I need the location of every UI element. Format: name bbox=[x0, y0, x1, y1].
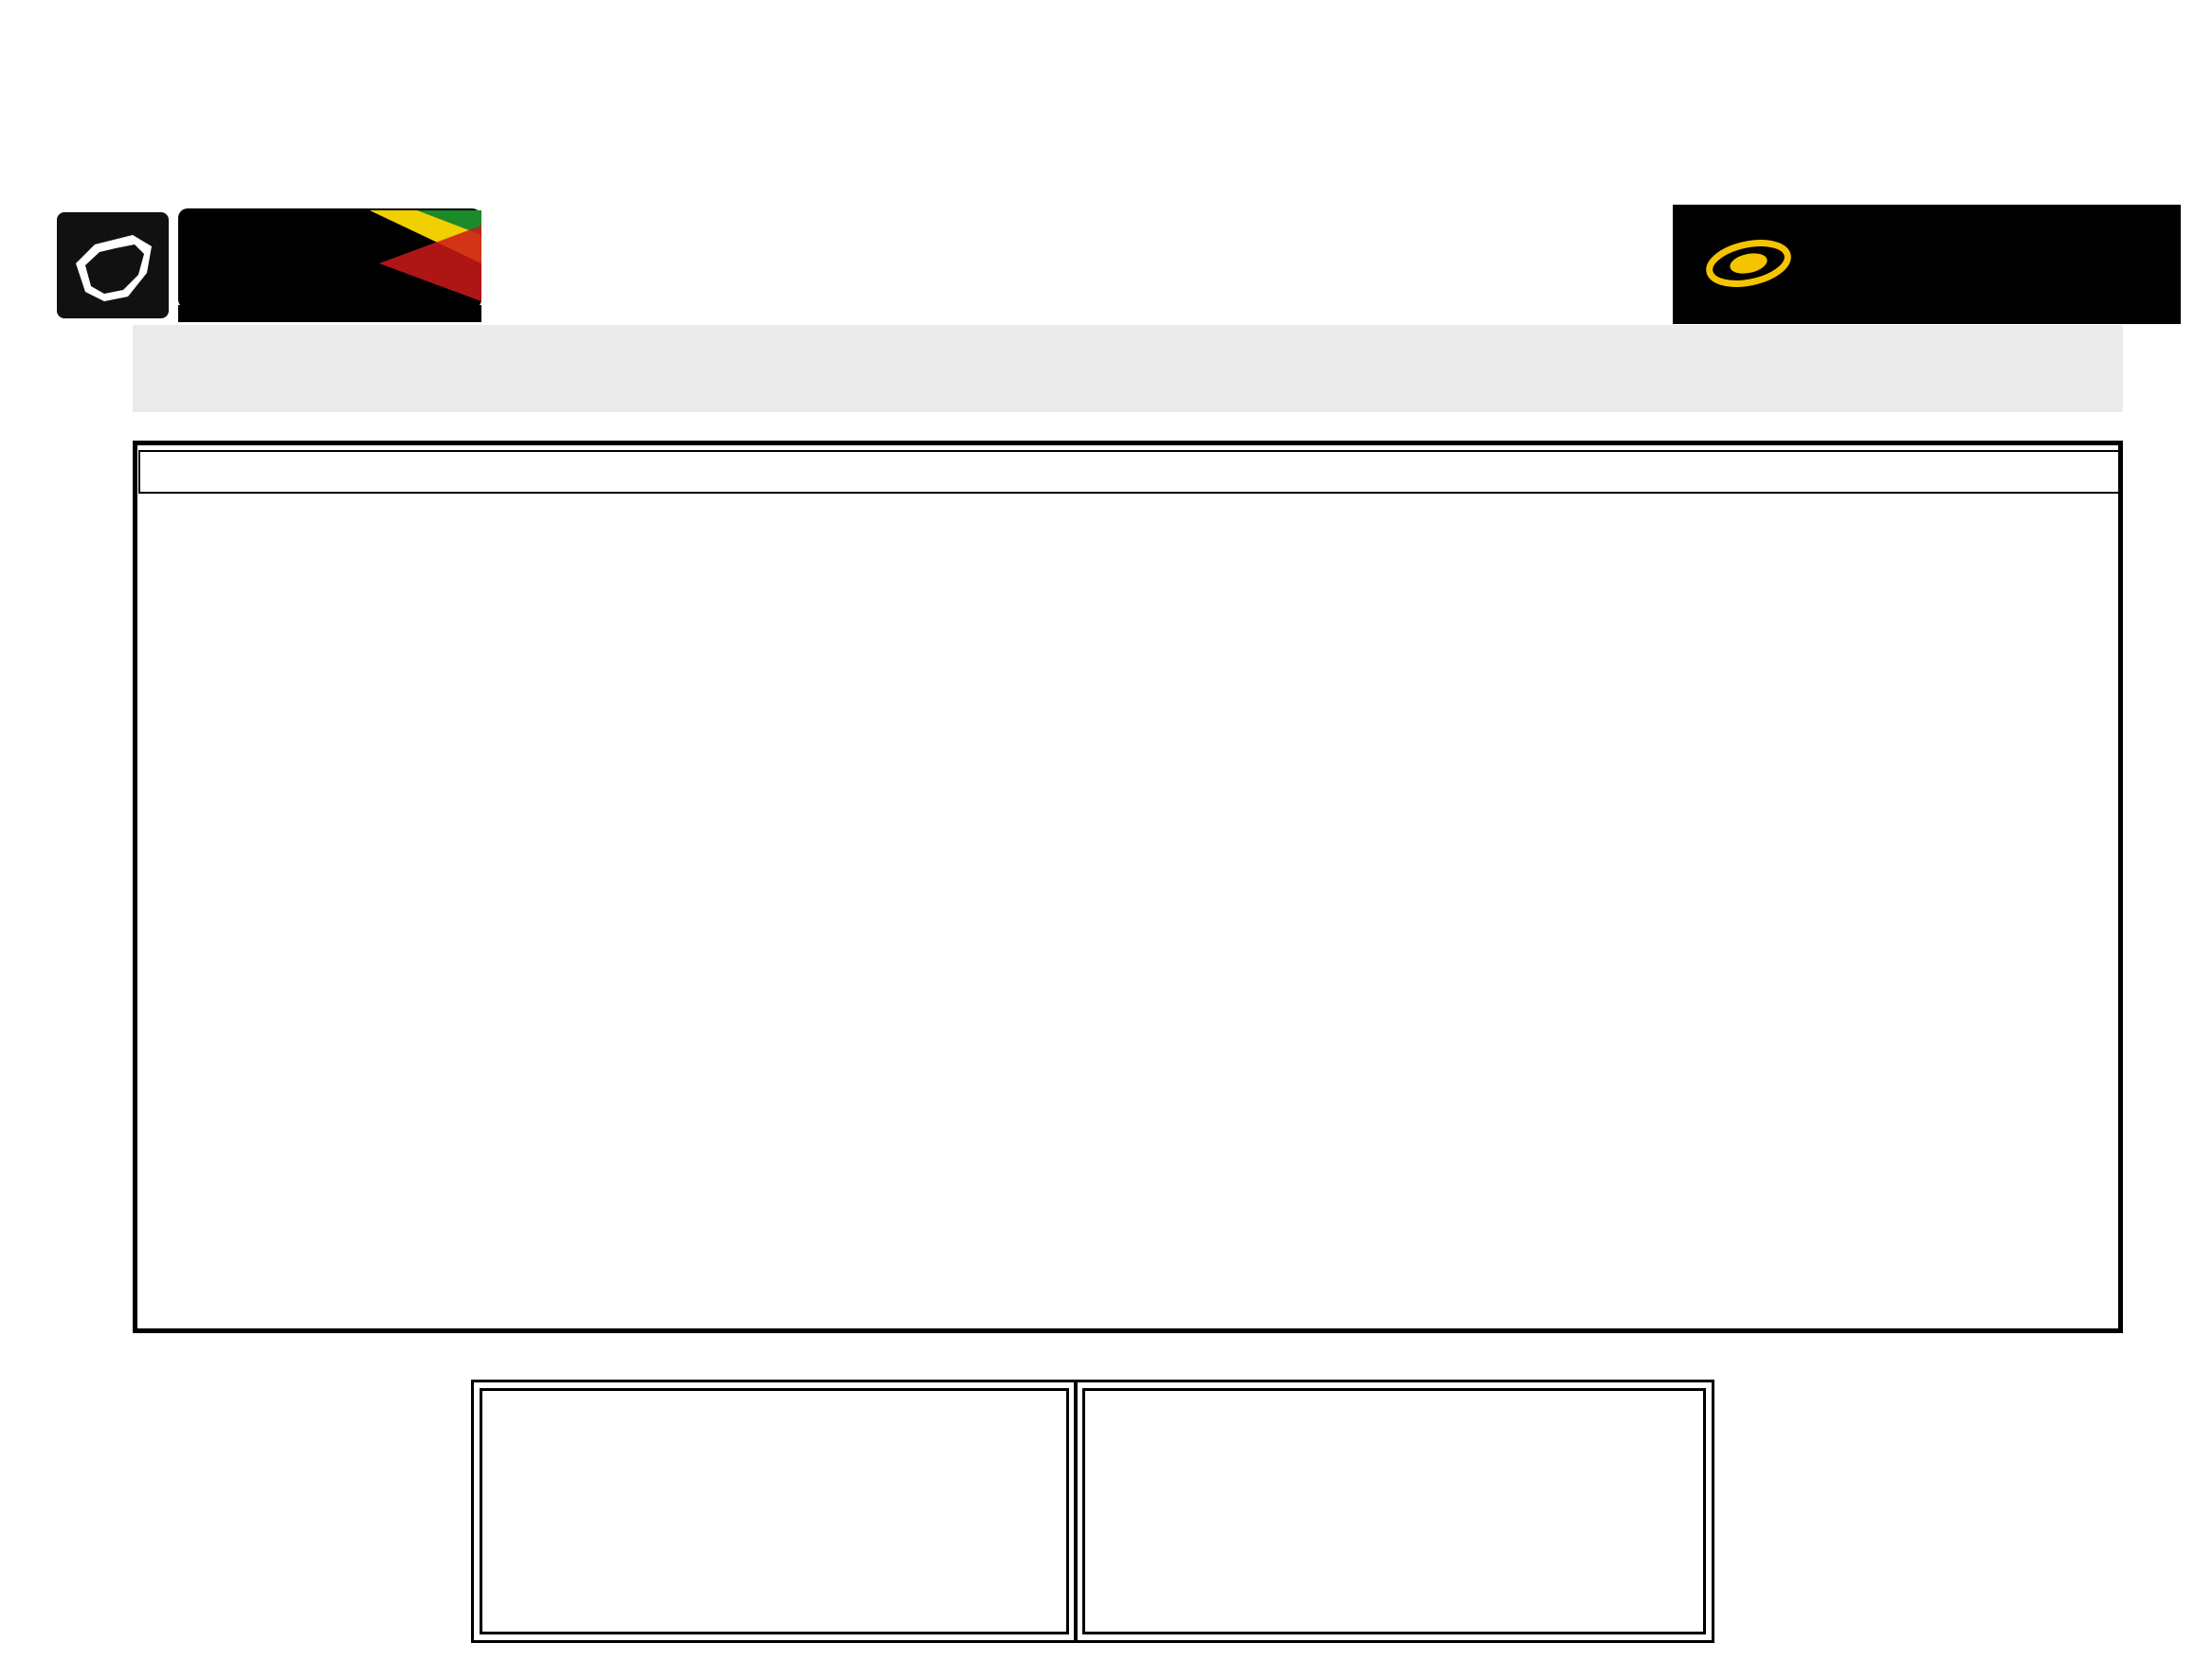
results-table bbox=[133, 441, 2123, 1333]
race-banner bbox=[133, 325, 2123, 412]
jury-signature-box bbox=[1074, 1380, 1714, 1643]
table-header bbox=[138, 450, 2123, 494]
timing-signature-box bbox=[471, 1380, 1078, 1643]
protork-logo bbox=[1673, 205, 2181, 324]
fgm-logo bbox=[57, 207, 491, 324]
